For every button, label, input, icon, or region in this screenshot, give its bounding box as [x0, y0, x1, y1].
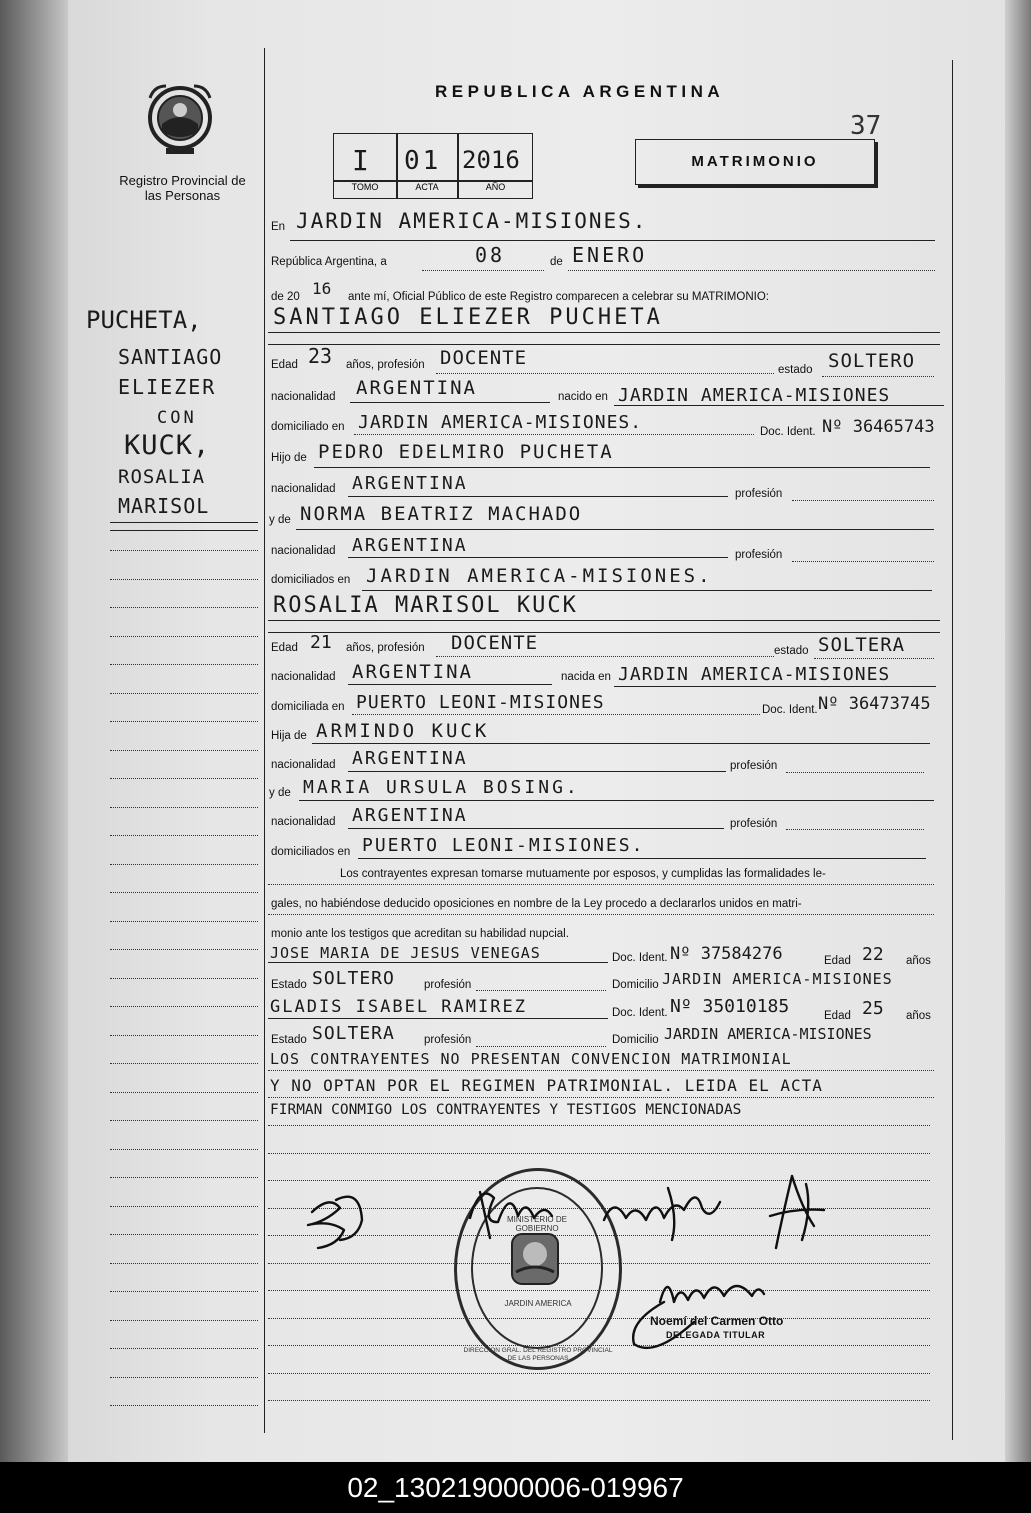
witness2-doc: Nº 35010185 — [670, 996, 790, 1017]
declaration-line: Los contrayentes expresan tomarse mutuamente por esposos, y cumplidas las formalidades le- — [340, 868, 826, 880]
witness2-marital-status: SOLTERA — [312, 1023, 395, 1044]
margin-dotted-line — [110, 1092, 258, 1093]
label-profesion: profesión — [424, 979, 472, 991]
label-doc-ident: Doc. Ident. — [760, 426, 816, 438]
margin-dotted-line — [110, 864, 258, 865]
page-right-shadow — [1005, 0, 1031, 1462]
margin-dotted-line — [110, 1377, 258, 1378]
label-nacida-en: nacida en — [561, 671, 611, 683]
label-estado: estado — [774, 645, 809, 657]
label-domiciliado-en: domiciliado en — [271, 421, 345, 433]
label-anos-profesion: años, profesión — [346, 642, 425, 654]
label-profesion: profesión — [735, 488, 783, 500]
witness1-marital-status: SOLTERO — [312, 968, 395, 989]
officer-role: DELEGADA TITULAR — [666, 1330, 766, 1340]
margin-rule-line — [110, 522, 258, 523]
witness2-name: GLADIS ISABEL RAMIREZ — [270, 997, 527, 1017]
groom-father: PEDRO EDELMIRO PUCHETA — [318, 441, 614, 463]
signature-witness2 — [762, 1168, 832, 1258]
bride-profession: DOCENTE — [451, 632, 539, 654]
witness1-doc: Nº 37584276 — [670, 944, 783, 964]
margin-dotted-line — [110, 636, 258, 637]
label-hijo-de: Hijo de — [271, 452, 307, 464]
label-nacionalidad: nacionalidad — [271, 391, 336, 403]
right-rule — [952, 60, 953, 1440]
year-suffix-value: 16 — [312, 279, 332, 298]
bride-age: 21 — [310, 632, 332, 653]
label-nacionalidad: nacionalidad — [271, 483, 336, 495]
label-y-de: y de — [269, 787, 291, 799]
witness2-domicile: JARDIN AMERICA-MISIONES — [664, 1025, 872, 1043]
margin-dotted-line — [110, 1348, 258, 1349]
page-number: 37 — [850, 111, 882, 141]
label-doc-ident: Doc. Ident. — [612, 1007, 668, 1019]
signature-bride — [460, 1178, 570, 1248]
groom-parents-domicile: JARDIN AMERICA-MISIONES. — [366, 565, 713, 587]
margin-rule — [264, 48, 265, 1433]
anio-value: 2016 — [462, 146, 520, 174]
label-estado: Estado — [271, 1034, 307, 1046]
label-nacionalidad: nacionalidad — [271, 816, 336, 828]
bride-father: ARMINDO KUCK — [316, 720, 490, 742]
bride-marital-status: SOLTERA — [818, 634, 906, 656]
label-comparecen: ante mí, Oficial Público de este Registro comparecen a celebrar su MATRIMONIO: — [348, 291, 769, 303]
margin-dotted-line — [110, 579, 258, 580]
margin-dotted-line — [110, 550, 258, 551]
witness1-name: JOSE MARIA DE JESUS VENEGAS — [270, 944, 541, 962]
groom-domicile: JARDIN AMERICA-MISIONES. — [358, 412, 643, 433]
bride-parents-domicile: PUERTO LEONI-MISIONES. — [362, 835, 645, 856]
tomo-label: TOMO — [351, 182, 379, 192]
stamp-bottom-text: JARDIN AMERICA — [504, 1299, 572, 1308]
margin-dotted-line — [110, 807, 258, 808]
margin-dotted-line — [110, 1206, 258, 1207]
bride-domicile: PUERTO LEONI-MISIONES — [356, 692, 605, 713]
place-value: JARDIN AMERICA-MISIONES. — [296, 209, 648, 233]
groom-mother: NORMA BEATRIZ MACHADO — [300, 503, 583, 525]
label-edad: Edad — [271, 642, 298, 654]
anio-label: AÑO — [485, 182, 506, 192]
label-doc-ident: Doc. Ident. — [612, 952, 668, 964]
groom-marital-status: SOLTERO — [828, 350, 916, 372]
image-id-footer: 02_130219000006-019967 — [0, 1462, 1031, 1513]
body-dotted-line — [268, 1125, 930, 1126]
bride-birthplace: JARDIN AMERICA-MISIONES — [618, 664, 891, 685]
margin-dotted-line — [110, 1405, 258, 1406]
signature-officer — [624, 1262, 804, 1362]
declaration-line: monio ante los testigos que acreditan su habilidad nupcial. — [271, 928, 569, 940]
bride-mother: MARIA URSULA BOSING. — [303, 777, 580, 798]
label-de-20: de 20 — [271, 291, 300, 303]
witness1-age: 22 — [862, 944, 884, 965]
margin-dotted-line — [110, 778, 258, 779]
groom-doc: Nº 36465743 — [822, 417, 935, 437]
groom-age: 23 — [308, 344, 333, 368]
emblem-icon — [140, 80, 220, 160]
margin-dotted-line — [110, 835, 258, 836]
note-line: LOS CONTRAYENTES NO PRESENTAN CONVENCION MATRIMONIAL — [270, 1050, 792, 1068]
label-de: de — [550, 256, 563, 268]
month-value: ENERO — [572, 243, 648, 267]
label-en: En — [271, 221, 286, 233]
groom-father-nationality: ARGENTINA — [352, 473, 468, 494]
label-domiciliados-en: domiciliados en — [271, 574, 351, 586]
stamp-ring-text: DIRECCION GRAL. DEL REGISTRO PROVINCIAL DE LAS PERSONAS — [463, 1347, 613, 1362]
margin-line: ROSALIA — [118, 466, 206, 488]
bride-father-nationality: ARGENTINA — [352, 748, 468, 769]
margin-dotted-line — [110, 1291, 258, 1292]
label-edad: Edad — [824, 1010, 851, 1022]
margin-dotted-line — [110, 1120, 258, 1121]
margin-dotted-line — [110, 949, 258, 950]
bride-nationality: ARGENTINA — [352, 661, 473, 683]
margin-dotted-line — [110, 1149, 258, 1150]
label-profesion: profesión — [424, 1034, 472, 1046]
label-estado: Estado — [271, 979, 307, 991]
margin-dotted-line — [110, 664, 258, 665]
label-profesion: profesión — [730, 760, 778, 772]
tomo-value: I — [352, 144, 372, 177]
label-domiciliada-en: domiciliada en — [271, 701, 345, 713]
witness2-age: 25 — [862, 998, 884, 1019]
label-profesion: profesión — [735, 549, 783, 561]
bride-doc: Nº 36473745 — [818, 694, 931, 714]
acta-label: ACTA — [415, 182, 439, 192]
day-value: 08 — [475, 243, 506, 267]
label-nacionalidad: nacionalidad — [271, 759, 336, 771]
label-nacido-en: nacido en — [558, 391, 608, 403]
label-anos: años — [906, 955, 931, 967]
margin-line: PUCHETA, — [86, 306, 202, 334]
label-hija-de: Hija de — [271, 730, 307, 742]
witness1-domicile: JARDIN AMERICA-MISIONES — [662, 970, 893, 988]
signature-witness1 — [598, 1178, 728, 1248]
margin-dotted-line — [110, 1320, 258, 1321]
declaration-line: gales, no habiéndose deducido oposiciones en nombre de la Ley procedo a declararlos unidos en matri- — [271, 898, 802, 910]
country-title: REPUBLICA ARGENTINA — [435, 82, 725, 101]
label-anos-profesion: años, profesión — [346, 359, 425, 371]
label-profesion: profesión — [730, 818, 778, 830]
groom-nationality: ARGENTINA — [356, 377, 477, 399]
page-edge-shadow — [0, 0, 68, 1462]
margin-dotted-line — [110, 1035, 258, 1036]
margin-line: CON — [157, 408, 197, 428]
margin-line: SANTIAGO — [118, 345, 223, 369]
officer-name: Noemí del Carmen Otto — [650, 1314, 784, 1328]
label-domiciliados-en: domiciliados en — [271, 846, 351, 858]
note-line: FIRMAN CONMIGO LOS CONTRAYENTES Y TESTIGOS MENCIONADAS — [270, 1102, 742, 1118]
margin-dotted-line — [110, 1063, 258, 1064]
margin-line: KUCK, — [124, 430, 211, 461]
groom-name: SANTIAGO ELIEZER PUCHETA — [273, 305, 663, 330]
bride-mother-nationality: ARGENTINA — [352, 805, 468, 826]
note-line: Y NO OPTAN POR EL REGIMEN PATRIMONIAL. LEIDA EL ACTA — [270, 1076, 823, 1095]
margin-rule-line — [110, 530, 258, 531]
label-edad: Edad — [824, 955, 851, 967]
bride-name: ROSALIA MARISOL KUCK — [273, 593, 578, 618]
stamp-inner-text: MINISTERIO DE GOBIERNO — [506, 1215, 567, 1233]
groom-profession: DOCENTE — [440, 347, 528, 369]
margin-dotted-line — [110, 721, 258, 722]
record-type-box: MATRIMONIO — [635, 139, 875, 185]
margin-line: MARISOL — [118, 494, 210, 518]
margin-dotted-line — [110, 1234, 258, 1235]
margin-dotted-line — [110, 1263, 258, 1264]
margin-dotted-line — [110, 892, 258, 893]
label-edad: Edad — [271, 359, 298, 371]
body-dotted-line — [268, 1400, 930, 1401]
margin-dotted-line — [110, 607, 258, 608]
body-dotted-line — [268, 1373, 930, 1374]
margin-dotted-line — [110, 1177, 258, 1178]
margin-dotted-line — [110, 921, 258, 922]
registry-name: Registro Provincial de las Personas — [119, 173, 246, 203]
groom-birthplace: JARDIN AMERICA-MISIONES — [618, 385, 891, 406]
margin-dotted-line — [110, 750, 258, 751]
margin-dotted-line — [110, 978, 258, 979]
margin-dotted-line — [110, 693, 258, 694]
label-anos: años — [906, 1010, 931, 1022]
body-dotted-line — [268, 1153, 930, 1154]
label-nacionalidad: nacionalidad — [271, 545, 336, 557]
margin-dotted-line — [110, 1006, 258, 1007]
label-domicilio: Domicilio — [612, 1034, 659, 1046]
label-y-de: y de — [269, 514, 291, 526]
margin-line: ELIEZER — [118, 375, 217, 399]
signature-groom — [300, 1190, 380, 1260]
label-republica: República Argentina, a — [271, 256, 387, 268]
label-doc-ident: Doc. Ident. — [762, 704, 818, 716]
record-id-box — [333, 133, 533, 199]
acta-value: 01 — [404, 146, 442, 176]
label-domicilio: Domicilio — [612, 979, 659, 991]
province-emblem — [140, 80, 220, 160]
label-estado: estado — [778, 364, 813, 376]
groom-mother-nationality: ARGENTINA — [352, 535, 468, 556]
label-nacionalidad: nacionalidad — [271, 671, 336, 683]
